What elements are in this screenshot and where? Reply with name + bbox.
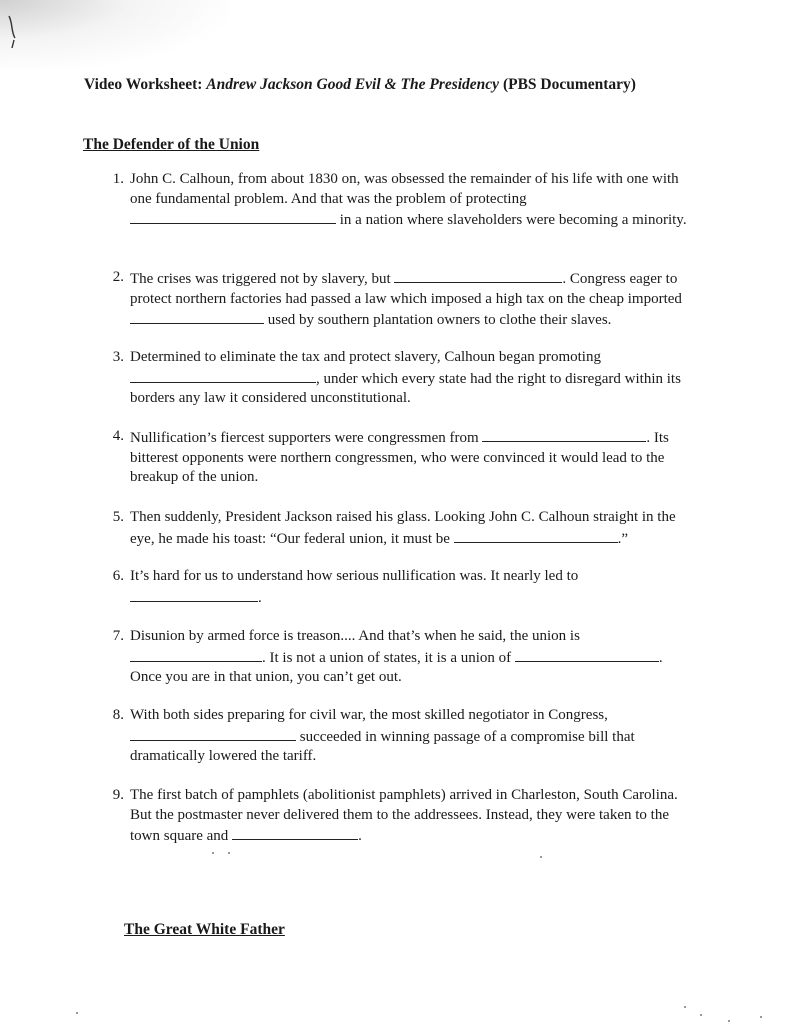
question-text: Disunion by armed force is treason.... And that’s when he said, the union is	[130, 628, 580, 644]
question-text: in a nation where slaveholders were becoming a minority.	[339, 212, 687, 228]
scan-shadow	[0, 0, 230, 70]
question-text: succeeded in winning passage of a compromise bill that dramatically lowered the tariff.	[130, 728, 635, 764]
question-text: .	[258, 589, 262, 606]
question-text: used by southern plantation owners to clothe their slaves.	[267, 312, 612, 328]
question-number: 5.	[112, 509, 124, 525]
question-text: The first batch of pamphlets (abolitionist pamphlets) arrived in Charleston, South Carolina. But the postmaster never delivered them to the addressees. Instead, they were taken to the town square and	[130, 787, 678, 844]
question-text: The crises was triggered not by slavery, but	[130, 271, 391, 287]
question-text: .	[358, 828, 362, 844]
question-number: 1.	[112, 171, 124, 187]
scan-speck	[728, 1020, 730, 1022]
answer-blank[interactable]	[130, 209, 336, 224]
question-text: Nullification’s fiercest supporters were congressmen from	[130, 430, 479, 446]
title-prefix: Video Worksheet:	[84, 76, 207, 93]
question-1	[100, 170, 700, 231]
worksheet-title	[84, 76, 636, 94]
scan-speck	[684, 1006, 686, 1008]
question-text: With both sides preparing for civil war, the most skilled negotiator in Congress,	[130, 707, 608, 723]
section-heading-defender: The Defender of the Union	[83, 136, 260, 153]
question-9	[100, 786, 700, 847]
question-number: 8.	[112, 707, 124, 723]
question-text: Determined to eliminate the tax and protect slavery, Calhoun began promoting	[130, 349, 601, 365]
title-suffix: (PBS Documentary)	[499, 76, 636, 93]
question-4	[100, 427, 700, 488]
question-number: 3.	[112, 349, 124, 365]
answer-blank[interactable]	[515, 647, 659, 662]
question-text: .”	[617, 530, 629, 547]
question-number: 4.	[112, 428, 124, 444]
title-italic: Andrew Jackson Good Evil & The Presidency	[206, 76, 500, 93]
answer-blank[interactable]	[130, 309, 264, 324]
scan-speck	[228, 852, 230, 854]
question-2	[100, 268, 700, 331]
answer-blank[interactable]	[130, 587, 258, 602]
question-7	[100, 627, 700, 688]
question-text: , under which every state had the right to disregard within its borders any law it considered unconstitutional.	[130, 370, 681, 406]
section-heading-great-white-father: The Great White Father	[124, 921, 285, 938]
answer-blank[interactable]	[130, 726, 296, 741]
scan-speck	[760, 1016, 762, 1018]
answer-blank[interactable]	[130, 647, 262, 662]
scan-speck	[540, 856, 542, 858]
answer-blank[interactable]	[482, 427, 646, 442]
question-text: John C. Calhoun, from about 1830 on, was obsessed the remainder of his life with one with one fundamental problem. And that was the problem of protecting	[130, 171, 679, 207]
question-text: .	[658, 649, 663, 666]
question-3	[100, 348, 700, 409]
question-5	[100, 508, 700, 549]
question-text: It’s hard for us to understand how serious nullification was. It nearly led to	[130, 568, 579, 584]
question-text: Once you are in that union, you can’t get out.	[130, 669, 402, 685]
answer-blank[interactable]	[454, 528, 618, 543]
question-number: 6.	[112, 568, 124, 584]
question-number: 7.	[112, 628, 124, 644]
scan-speck	[700, 1014, 702, 1016]
question-8	[100, 706, 700, 767]
scan-speck	[212, 852, 214, 854]
question-number: 2.	[112, 269, 124, 285]
question-6	[100, 567, 700, 608]
question-text: Then suddenly, President Jackson raised his glass. Looking John C. Calhoun straight in the eye, he made his toast: “Our federal union, it must be	[130, 509, 676, 547]
answer-blank[interactable]	[130, 368, 316, 383]
scan-mark-icon	[6, 14, 20, 54]
question-text: . It is not a union of states, it is a union of	[262, 649, 512, 666]
answer-blank[interactable]	[394, 268, 562, 283]
question-text: . Congress eager to protect northern factories had passed a law which imposed a high tax on the cheap imported	[130, 271, 682, 307]
question-text: . Its bitterest opponents were northern congressmen, who were convinced it would lead to the breakup of the union.	[130, 430, 669, 485]
scan-speck	[76, 1012, 78, 1014]
answer-blank[interactable]	[232, 825, 358, 840]
question-number: 9.	[112, 787, 124, 803]
